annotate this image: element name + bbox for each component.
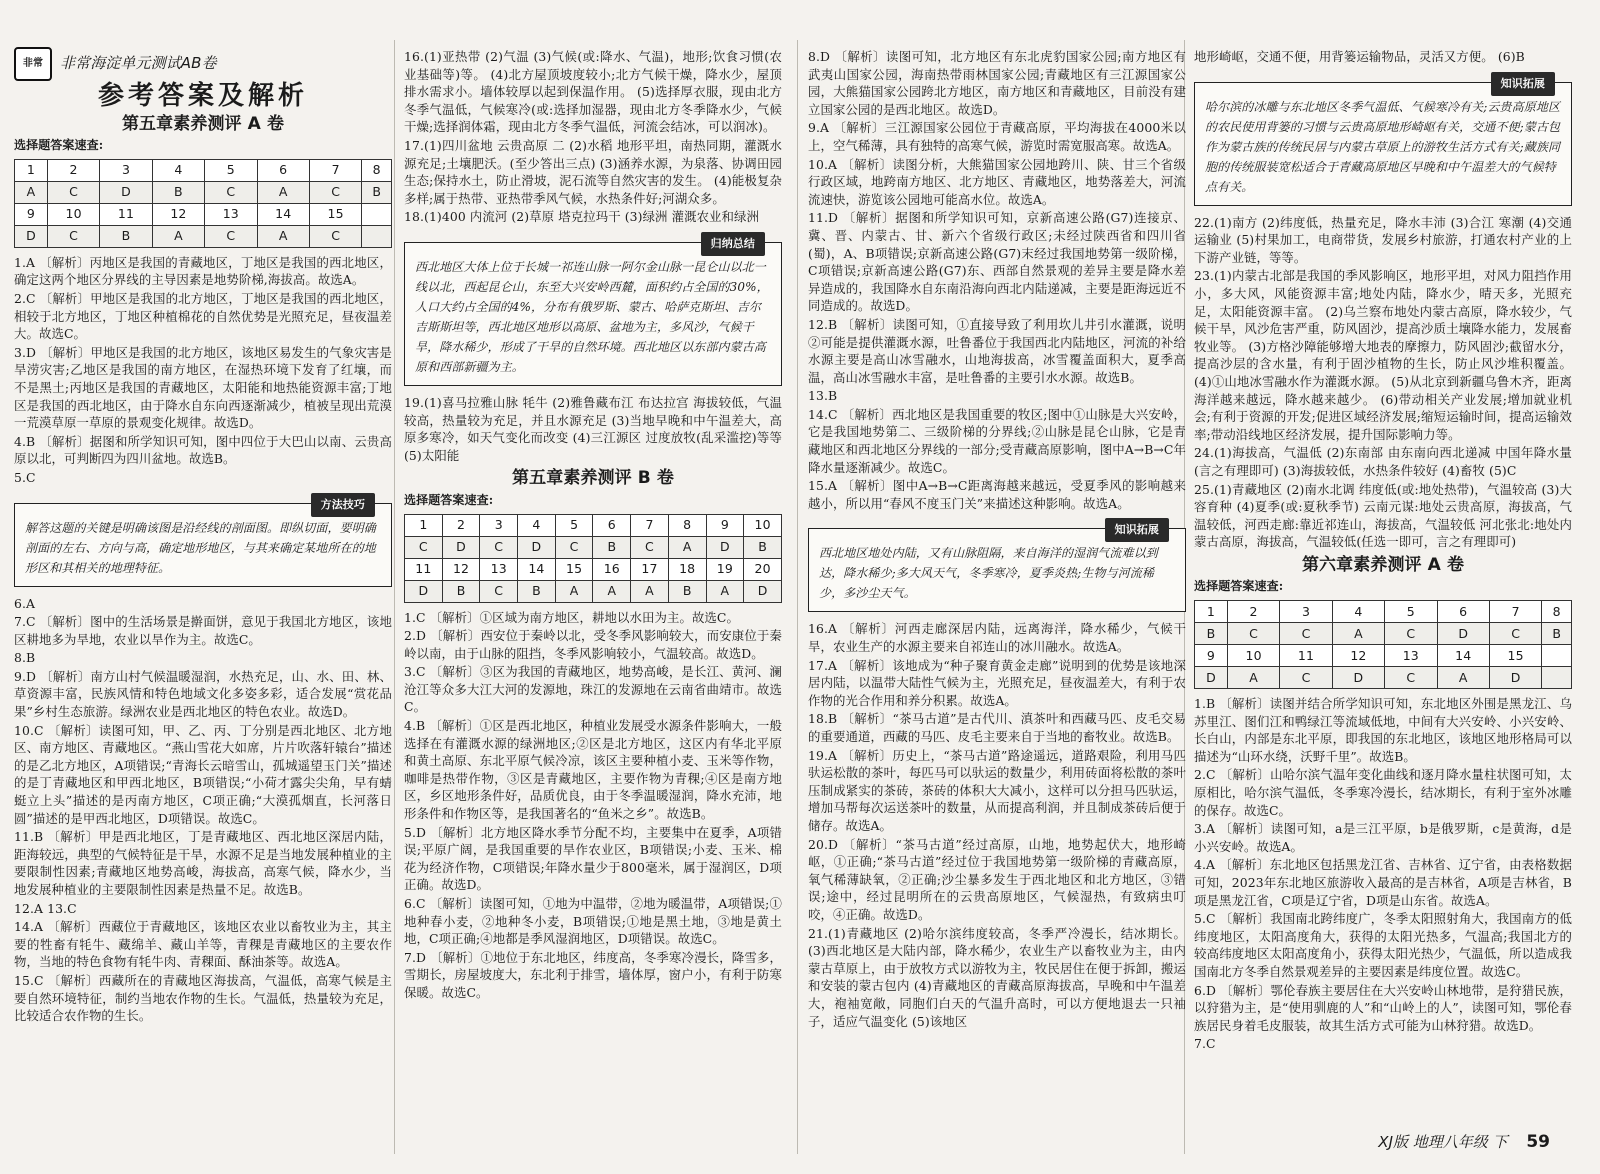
table-cell: A (1437, 667, 1489, 689)
column-2 (404, 48, 782, 1003)
table-cell: 5 (1385, 601, 1437, 623)
answer-item: 21.(1)青藏地区 (2)哈尔滨纬度较高，冬季严冷漫长，结冰期长。 (3)西北地区是大陆内部，降水稀少，农业生产以畜牧业为主，由内蒙古草原上，由于放牧方式以游牧为主，牧民居住在便于拆卸，搬运和安装的蒙古包内 (4)青藏地区的青藏高原海拔高，早晚和中午温差大，袍袖宽敞，同胞们白天的气温升高时，可以方便地退去一只袖子，适应气温变化 (5)该地区 (808, 925, 1186, 1029)
answer-item: 10.A 〔解析〕读图分析，大熊猫国家公园地跨川、陕、甘三个省级行政区域，地跨南方地区、北方地区、青藏地区，地势落差大，河流流速快，游览该公园地可能高水位。故选A。 (808, 156, 1186, 207)
answer-item: 22.(1)南方 (2)纬度低，热量充足，降水丰沛 (3)合江 寒潮 (4)交通运输业 (5)村果加工，电商带货，发展乡村旅游，打通农村产业的上下游产业链，等等。 (1194, 214, 1572, 265)
answer-item: 5.D 〔解析〕北方地区降水季节分配不均，主要集中在夏季，A项错误;平原广阔，是我国重要的旱作农业区，B项错误;小麦、玉米、棉花为经济作物，C项错误;年降水量少于800毫米，属于湿润区，D项正确。故选D。 (404, 824, 782, 893)
tip-box-tag: 归纳总结 (701, 232, 765, 256)
table-cell: C (47, 225, 99, 247)
table-cell: B (744, 536, 782, 558)
table-cell: 11 (1280, 645, 1332, 667)
answer-list (1194, 48, 1572, 66)
table-cell: C (555, 536, 593, 558)
table-cell: D (744, 580, 782, 602)
table-cell: 20 (744, 558, 782, 580)
table-cell: 7 (309, 159, 361, 181)
table-cell: 7 (631, 514, 669, 536)
table-cell: 14 (518, 558, 556, 580)
tip-box-text: 解答这题的关键是明确该图是沿经线的剖面图。即纵切面，要明确剖面的左右、方向与高，确定地形地区，与其来确定某地所在的地形区和其相关的地理特征。 (25, 520, 376, 575)
quick-answer-label: 选择题答案速查: (1194, 579, 1284, 594)
table-cell: C (480, 536, 518, 558)
tip-box (14, 497, 392, 587)
table-cell: 3 (1280, 601, 1332, 623)
table-cell: B (1542, 623, 1572, 645)
table-cell: A (15, 181, 48, 203)
answer-item: 17.(1)四川盆地 云贵高原 二 (2)水稻 地形平坦，南热同期，灌溉水源充足;土壤肥沃。(至少答出三点) (3)涵养水源，为泉落、协调田园生态;保持水土，防止滑坡，泥石流等自然灾害的发生。 (4)能极复杂多样;属于热带、亚热带季风气候，水热条件好;河湖众多。 (404, 137, 782, 206)
table-cell: A (152, 225, 204, 247)
answer-key-row (1195, 623, 1572, 645)
answer-item: 8.B (14, 650, 36, 666)
table-cell (1542, 645, 1572, 667)
table-cell: 12 (152, 203, 204, 225)
table-cell: 5 (205, 159, 257, 181)
answer-item: 4.B 〔解析〕①区是西北地区，种植业发展受水源条件影响大，一般选择在有灌溉水源的绿洲地区;②区是北方地区，这区内有华北平原和黄土高原、东北平原气候冷凉，该区主要种植小麦、玉米等作物，咖啡是热带作物，③区是青藏地区，主要作物为青稞;④区是南方地区，乡区地形条件好，品质优良，由于冬季温暖湿润，降水充沛，地形条件和作物区等，是我国著名的“鱼米之乡”。故选B。 (404, 718, 782, 822)
table-cell: B (100, 225, 152, 247)
table-cell: C (1227, 623, 1279, 645)
answer-item: 12.A 13.C (14, 900, 77, 916)
question-number-row (15, 203, 392, 225)
table-cell: C (405, 536, 443, 558)
answer-item: 2.C 〔解析〕甲地区是我国的北方地区，丁地区是我国的西北地区，相较于北方地区，丁地区种植棉花的自然优势是光照充足，昼夜温差大。故选C。 (14, 290, 392, 342)
table-cell: C (1280, 623, 1332, 645)
tip-box (404, 236, 782, 386)
table-cell: A (555, 580, 593, 602)
table-cell: 19 (706, 558, 744, 580)
answer-key-row (1195, 667, 1572, 689)
column-divider (394, 40, 395, 1154)
table-cell: 8 (362, 159, 392, 181)
tip-box-text: 哈尔滨的冰雕与东北地区冬季气温低、气候寒冷有关;云贵高原地区的农民使用背篓的习惯与云贵高原地形崎岖有关，交通不便;蒙古包作为蒙古族的传统民居与内蒙古草原上的游牧生活方式有关;藏族同胞的传统服装宽松适合于青藏高原地区早晚和中午温差大的气候特点有关。 (1205, 99, 1561, 194)
answer-list (404, 609, 782, 1002)
answer-item: 4.A 〔解析〕东北地区包括黑龙江省、吉林省、辽宁省，由表格数据可知，2023年东北地区旅游收入最高的是吉林省，A项是吉林省，B项是黑龙江省，C项是辽宁省，D项是山东省。故选A。 (1194, 857, 1572, 908)
tip-box (1194, 76, 1572, 206)
table-cell: 6 (257, 159, 309, 181)
table-cell: B (152, 181, 204, 203)
section-title: 第六章素养测评 A 卷 (1301, 554, 1465, 575)
table-cell: 12 (1332, 645, 1384, 667)
tip-box-text: 西北地区地处内陆，又有山脉阻隔，来自海洋的湿润气流难以到达，降水稀少;多大风天气，冬季寒冷，夏季炎热;生物与河流稀少，多沙尘天气。 (819, 546, 1158, 601)
answer-list (808, 620, 1186, 1030)
brand-name: 非常海淀单元测试AB卷 (60, 54, 217, 73)
answer-item: 10.C 〔解析〕读图可知，甲、乙、丙、丁分别是西北地区、北方地区、南方地区、青藏地区。“燕山雪花大如席，片片吹落轩辕台”描述的是乙北方地区，A项错误;“青海长云暗雪山，孤城遥望玉门关”描述的是丁青藏地区和甲西北地区，B项错误;“小荷才露尖尖角，早有蜻蜓立上头”描述的是丙南方地区，C项正确;“大漠孤烟直，长河落日圆”描述的是甲西北地区，D项错误。故选C。 (14, 722, 392, 826)
answer-item: 7.D 〔解析〕①地位于东北地区，纬度高，冬季寒冷漫长，降雪多，雪期长，房屋坡度大，东北利于排雪，墙体厚，窗户小，有利于防寒保暖。故选C。 (404, 949, 782, 1000)
table-cell: C (47, 181, 99, 203)
table-cell: C (1385, 623, 1437, 645)
answer-item: 18.(1)400 内流河 (2)草原 塔克拉玛干 (3)绿洲 灌溉农业和绿洲 (404, 209, 760, 225)
table-cell: 13 (205, 203, 257, 225)
table-cell: 8 (668, 514, 706, 536)
answer-item: 25.(1)青藏地区 (2)南水北调 纬度低(或:地处热带)，气温较高 (3)大容育种 (4)夏季(或:夏秋季节) 云南元谋:地处云贵高原，海拔高，气温较低，河西走廊:靠近祁连山，海拔高，气温较低 河北张北:地处内蒙古高原，海拔高，气温较低(任选一即可，言之有理即可) (1194, 481, 1572, 550)
answer-list (1194, 214, 1572, 551)
answer-item: 2.D 〔解析〕西安位于秦岭以北，受冬季风影响较大，而安康位于秦岭以南，由于山脉的阻挡，冬季风影响较小，气温较高。故选D。 (404, 628, 782, 661)
table-cell: D (15, 225, 48, 247)
answer-item: 15.C 〔解析〕西藏所在的青藏地区海拔高，气温低，高寒气候是主要自然环境特征，制约当地农作物的生长。气温低，热量较为充足，比较适合农作物的生长。 (14, 972, 392, 1024)
table-cell (362, 203, 392, 225)
answer-list (14, 254, 392, 487)
table-cell: A (1332, 623, 1384, 645)
answer-item: 7.C (1194, 1036, 1216, 1052)
section-title: 第五章素养测评 A 卷 (121, 113, 285, 134)
table-cell: D (1489, 667, 1541, 689)
answer-item: 19.(1)喜马拉雅山脉 牦牛 (2)雅鲁藏布江 布达拉宫 海拔较低，气温较高，热量较为充足，并且水源充足 (3)当地早晚和中午温差大，高原多寒冷，如天气变化而改变 (4)三江源区 过度放牧(乱采滥挖)等等 (5)太阳能 (404, 394, 782, 463)
question-number-row (405, 514, 782, 536)
answer-item: 3.A 〔解析〕读图可知，a是三江平原，b是俄罗斯，c是黄海，d是小兴安岭。故选A。 (1194, 821, 1572, 854)
table-cell: A (668, 536, 706, 558)
answer-table (404, 514, 782, 603)
table-cell: 1 (405, 514, 443, 536)
answer-item: 9.D 〔解析〕南方山村气候温暖湿润，水热充足，山、水、田、林、草资源丰富，民族风情和特色地域文化多姿多彩，适合发展“赏花品果”乡村生态旅游。绿洲农业是西北地区的特色农业。故选D。 (14, 668, 392, 720)
answer-item: 23.(1)内蒙古北部是我国的季风影响区，地形平坦，对风力阻挡作用小，多大风，风能资源丰富;地处内陆，降水少，晴天多，光照充足，太阳能资源丰富。 (2)乌兰察布地处内蒙古高原，降水较少，气候干旱，风沙危害严重，防风固沙，提高沙质土壤降水能力，发展畜牧业等。 (3)方格沙障能够增大地表的摩擦力，防风固沙;截留水分，提高沙层的含水量，有利于固沙植物的生长，防止风沙堆积覆盖。 (4)①山地冰雪融水作为灌溉水源。 (5)从北京到新疆乌鲁木齐，距离海洋越来越远，降水越来越少。 (6)带动相关产业发展;增加就业机会;有利于资源的开发;促进区域经济发展;缩短运输时间，提高运输效率;带动沿线地区经济发展，提升国际影响力等。 (1194, 268, 1572, 442)
table-cell: 15 (555, 558, 593, 580)
answer-item: 2.C 〔解析〕山哈尔滨气温年变化曲线和逐月降水量柱状图可知，太原相比，哈尔滨气温低，冬季寒冷漫长，结冰期长，有利于室外冰雕的保存。故选C。 (1194, 767, 1572, 818)
column-divider (797, 40, 798, 1154)
table-cell: 9 (15, 203, 48, 225)
table-cell: 10 (744, 514, 782, 536)
answer-item: 18.B 〔解析〕“茶马古道”是古代川、滇茶叶和西藏马匹、皮毛交易的重要通道，西藏的马匹、皮毛主要来自于当地的畜牧业。故选B。 (808, 711, 1186, 744)
answer-list (1194, 695, 1572, 1053)
table-cell: 2 (442, 514, 480, 536)
tip-box-tag: 方法技巧 (311, 493, 375, 517)
answer-item: 11.B 〔解析〕甲是西北地区，丁是青藏地区、西北地区深居内陆，距海较远，典型的气候特征是干旱，水源不足是当地发展种植业的主要限制性因素;青藏地区地势高峻，海拔高，高寒气候，降水少，当地发展种植业的主要限制性因素是热量不足。故选B。 (14, 829, 392, 897)
table-cell: 17 (631, 558, 669, 580)
brand-logo-icon: 非常 (14, 47, 52, 81)
question-number-row (405, 558, 782, 580)
table-cell: C (1489, 623, 1541, 645)
answer-item: 3.D 〔解析〕甲地区是我国的北方地区，该地区易发生的气象灾害是旱涝灾害;乙地区是我国的南方地区，在湿热环境下发育了红壤，而不是黑土;丙地区是我国的青藏地区，太阳能和地热能资源丰富;丁地区是我国的西北地区，由于降水自东向西逐渐减少，植被呈现出荒漠一荒漠草原一草原的景观变化规律。故选D。 (14, 344, 392, 431)
answer-key-row (15, 225, 392, 247)
table-cell: 2 (1227, 601, 1279, 623)
table-cell: C (309, 225, 361, 247)
table-cell: D (518, 536, 556, 558)
table-cell: C (631, 536, 669, 558)
answer-item: 8.D 〔解析〕读图可知，北方地区有东北虎豹国家公园;南方地区有武夷山国家公园，海南热带雨林国家公园;青藏地区有三江源国家公园，大熊猫国家公园跨北方地区，南方地区和青藏地区，目前没有建立国家公园的是西北地区。故选D。 (808, 49, 1186, 117)
quick-answer-label: 选择题答案速查: (14, 138, 104, 153)
table-cell: 18 (668, 558, 706, 580)
table-cell: B (668, 580, 706, 602)
answer-item: 4.B 〔解析〕据图和所学知识可知，图中四位于大巴山以南、云贵高原以北，可判断四为四川盆地。故选B。 (14, 433, 392, 467)
table-cell: A (631, 580, 669, 602)
table-cell: 16 (593, 558, 631, 580)
answer-item: 5.C (14, 469, 36, 485)
answer-item: 15.A 〔解析〕图中A→B→C距离海越来越远，受夏季风的影响越来越小，所以用“春风不度玉门关”来描述这种影响。故选A。 (808, 478, 1186, 511)
table-cell: D (1195, 667, 1228, 689)
answer-item: 9.A 〔解析〕三江源国家公园位于青藏高原，平均海拔在4000米以上，空气稀薄，具有独特的高寒气候，游览时需宽服高寒。故选A。 (808, 120, 1186, 153)
answer-list (404, 48, 782, 226)
answer-item: 14.A 〔解析〕西藏位于青藏地区，该地区农业以畜牧业为主，其主要的牲畜有牦牛、藏绵羊、藏山羊等，青稞是青藏地区的主要农作物，当地的特色食物有牦牛肉、青稞面、酥油茶等。故选A。 (14, 919, 392, 970)
answer-key-row (405, 536, 782, 558)
table-cell: 6 (593, 514, 631, 536)
page-title: 参考答案及解析 (97, 81, 308, 111)
quick-answer-label: 选择题答案速查: (404, 492, 494, 507)
table-cell: 1 (15, 159, 48, 181)
page-number: 59 (1526, 1132, 1550, 1152)
table-cell: 12 (442, 558, 480, 580)
table-cell: 2 (47, 159, 99, 181)
table-cell: 11 (100, 203, 152, 225)
table-cell: A (1227, 667, 1279, 689)
answer-item: 1.C 〔解析〕①区域为南方地区，耕地以水田为主。故选C。 (404, 609, 739, 625)
answer-item: 6.C 〔解析〕读图可知，①地为中温带，②地为暖温带，A项错误;①地种春小麦，②地种冬小麦，B项错误;①地是黑土地，③地是黄土地，C项正确;④地都是季风湿润地区，D项错误。故选C。 (404, 896, 782, 947)
column-4 (1194, 48, 1572, 1054)
answer-item: 20.D 〔解析〕“茶马古道”经过高原，山地，地势起伏大，地形崎岖，①正确;“茶马古道”经过位于我国地势第一级阶梯的青藏高原，氧气稀薄缺氧，②正确;沙尘暴多发生于西北地区和北方地区，③错误;途中，经过昆明所在的云贵高原地区，气候湿热，有致病虫叮咬，④正确。故选D。 (808, 836, 1186, 922)
table-cell (1542, 667, 1572, 689)
table-cell (362, 225, 392, 247)
table-cell: A (593, 580, 631, 602)
table-cell: A (257, 181, 309, 203)
table-cell: D (706, 536, 744, 558)
table-cell: 6 (1437, 601, 1489, 623)
table-cell: C (205, 181, 257, 203)
answer-key-row (405, 580, 782, 602)
answer-item: 5.C 〔解析〕我国南北跨纬度广，冬季太阳照射角大，我国南方的低纬度地区，太阳高度角大，获得的太阳光热多，气温高;我国北方的较高纬度地区太阳高度角小，获得太阳光热少，气温低，所以造成我国南北方冬季自然景观差异的主要因素是纬度位置。故选C。 (1194, 911, 1572, 979)
question-number-row (1195, 601, 1572, 623)
table-cell: 13 (480, 558, 518, 580)
table-cell: C (1280, 667, 1332, 689)
answer-item: 16.(1)亚热带 (2)气温 (3)气候(或:降水、气温)，地形;饮食习惯(农业基础等)等。 (4)北方屋顶坡度较小;北方气候干燥，降水少，屋顶排水需求小。墙体较厚以起到保温作用。 (5)选择厚衣服，现由北方冬季气温低，气候寒冷(或:选择加湿器，现由北方冬季降水少，气候干燥;选择润体霜，现由北方冬季气温低，河流会结冰，可以润冰)。 (404, 49, 782, 135)
table-cell: 10 (47, 203, 99, 225)
answer-item: 地形崎岖，交通不便，用背篓运输物品，灵活又方便。 (6)B (1194, 49, 1525, 64)
table-cell: D (405, 580, 443, 602)
page-header (14, 46, 392, 82)
table-cell: D (442, 536, 480, 558)
tip-box-text: 西北地区大体上位于长城一祁连山脉一阿尔金山脉一昆仑山以北一线以北，西起昆仑山，东至大兴安岭西麓，面积约占全国的30%，人口大约占全国的4%，分布有俄罗斯、蒙古、哈萨克斯坦、吉尔吉斯斯坦等，西北地区地形以高原、盆地为主，多风沙，气候干旱，降水稀少，形成了干旱的自然环境。西北地区以东部内蒙古高原和西部新疆为主。 (415, 259, 769, 374)
section-title: 第五章素养测评 B 卷 (512, 468, 674, 489)
answer-table (1194, 600, 1572, 689)
answer-item: 17.A 〔解析〕该地成为“种子聚育黄金走廊”说明到的优势是该地深居内陆，以温带大陆性气候为主，光照充足，昼夜温差大，有利于农作物的光合作用和养分积累。故选A。 (808, 657, 1186, 708)
table-cell: 3 (100, 159, 152, 181)
table-cell: 1 (1195, 601, 1228, 623)
question-number-row (15, 159, 392, 181)
answer-item: 24.(1)海拔高，气温低 (2)东南部 由东南向西北递减 中国年降水量(言之有理即可) (3)海拔较低，水热条件较好 (4)畜牧 (5)C (1194, 445, 1572, 478)
table-cell: 9 (706, 514, 744, 536)
answer-list (808, 48, 1186, 512)
column-1 (14, 46, 392, 1026)
table-cell: 4 (518, 514, 556, 536)
answer-item: 6.D 〔解析〕鄂伦春族主要居住在大兴安岭山林地带，是狩猎民族，以狩猎为主，是“使用驯鹿的人”和“山岭上的人”，读图可知，鄂伦春族居民身着毛皮服装，故其生活方式可能为山林狩猎。故选D。 (1194, 982, 1572, 1033)
table-cell: 13 (1385, 645, 1437, 667)
table-cell: B (593, 536, 631, 558)
table-cell: 10 (1227, 645, 1279, 667)
table-cell: B (442, 580, 480, 602)
table-cell: 9 (1195, 645, 1228, 667)
table-cell: 15 (309, 203, 361, 225)
answer-item: 7.C 〔解析〕图中的生活场景是擀面饼，意见于我国北方地区，该地区耕地多为旱地，农业以旱作为主。故选C。 (14, 614, 392, 647)
answer-list (14, 595, 392, 1025)
answer-item: 1.B 〔解析〕读图并结合所学知识可知，东北地区外围是黑龙江、乌苏里江、图们江和鸭绿江等流域低地，中间有大兴安岭、小兴安岭、长白山，内部是东北平原，即我国的东北地区，该地区地形格局可以描述为“山环水绕，沃野千里”。故选B。 (1194, 696, 1572, 764)
table-cell: 4 (152, 159, 204, 181)
table-cell: A (706, 580, 744, 602)
answer-item: 11.D 〔解析〕据图和所学知识可知，京新高速公路(G7)连接京、冀、晋、内蒙古、甘、新六个省级行政区;未经过陕西省和四川省(蜀)，A、B项错误;京新高速公路(G7)末经过我国地势第一级阶梯，C项错误;京新高速公路(G7)东、西部自然景观的差异主要是降水差异造成的，我国降水自东南沿海向西北内陆递减，主要是距海远近不同造成的。故选D。 (808, 210, 1186, 314)
answer-item: 19.A 〔解析〕历史上，“茶马古道”路途遥远，道路艰险，利用马匹驮运松散的茶叶，每匹马可以驮运的数量少，利用砖面将松散的茶叶压制成紧实的茶砖，茶砖的体积大大减小，这样可以分担马匹驮运，增加马帮每次运送茶叶的数量，从而提高利润，并且制成茶砖后便于储存。故选A。 (808, 747, 1186, 833)
table-cell: 11 (405, 558, 443, 580)
table-cell: 7 (1489, 601, 1541, 623)
page-footer (1378, 1131, 1550, 1152)
answer-item: 16.A 〔解析〕河西走廊深居内陆，远离海洋，降水稀少，气候干旱，农业生产的水源主要来自祁连山的冰川融水。故选A。 (808, 621, 1186, 655)
table-cell: B (362, 181, 392, 203)
table-cell: C (309, 181, 361, 203)
answer-table (14, 159, 392, 248)
answer-item: 13.B (808, 388, 838, 404)
answer-list (404, 394, 782, 464)
table-cell: C (205, 225, 257, 247)
table-cell: D (1437, 623, 1489, 645)
tip-box (808, 523, 1186, 612)
answer-item: 3.C 〔解析〕③区为我国的青藏地区，地势高峻，是长江、黄河、澜沧江等众多大江大河的发源地，珠江的发源地在云南省曲靖市。故选C。 (404, 664, 782, 715)
answer-item: 6.A (14, 595, 36, 611)
table-cell: D (100, 181, 152, 203)
table-cell: 14 (257, 203, 309, 225)
answer-item: 12.B 〔解析〕读图可知，①直接导致了利用坎儿井引水灌溉，说明②可能是提供灌溉水源，吐鲁番位于我国西北内陆地区，河流的补给水源主要是高山冰雪融水，山地海拔高，冰雪覆盖面积大，夏季高温，高山冰雪融水丰富，是吐鲁番的主要引水水源。故选B。 (808, 316, 1186, 385)
tip-box-tag: 知识拓展 (1105, 518, 1169, 542)
table-cell: 4 (1332, 601, 1384, 623)
table-cell: B (1195, 623, 1228, 645)
table-cell: B (518, 580, 556, 602)
answer-key-row (15, 181, 392, 203)
table-cell: 5 (555, 514, 593, 536)
tip-box-tag: 知识拓展 (1491, 72, 1555, 96)
column-3 (808, 48, 1186, 1031)
table-cell: C (1385, 667, 1437, 689)
question-number-row (1195, 645, 1572, 667)
table-cell: A (257, 225, 309, 247)
table-cell: C (480, 580, 518, 602)
edition-label: XJ版 地理八年级 下 (1378, 1133, 1508, 1151)
table-cell: 14 (1437, 645, 1489, 667)
table-cell: 3 (480, 514, 518, 536)
table-cell: D (1332, 667, 1384, 689)
answer-item: 14.C 〔解析〕西北地区是我国重要的牧区;图中①山脉是大兴安岭，它是我国地势第二、三级阶梯的分界线;②山脉是昆仑山脉，它是青藏地区和西北地区分界线的一部分;受青藏高原影响，图中A→B→C年降水量逐渐减少。故选C。 (808, 406, 1186, 475)
table-cell: 8 (1542, 601, 1572, 623)
answer-item: 1.A 〔解析〕丙地区是我国的青藏地区，丁地区是我国的西北地区，确定这两个地区分界线的主导因素是地势阶梯,海拔高。故选A。 (14, 254, 392, 288)
table-cell: 15 (1489, 645, 1541, 667)
